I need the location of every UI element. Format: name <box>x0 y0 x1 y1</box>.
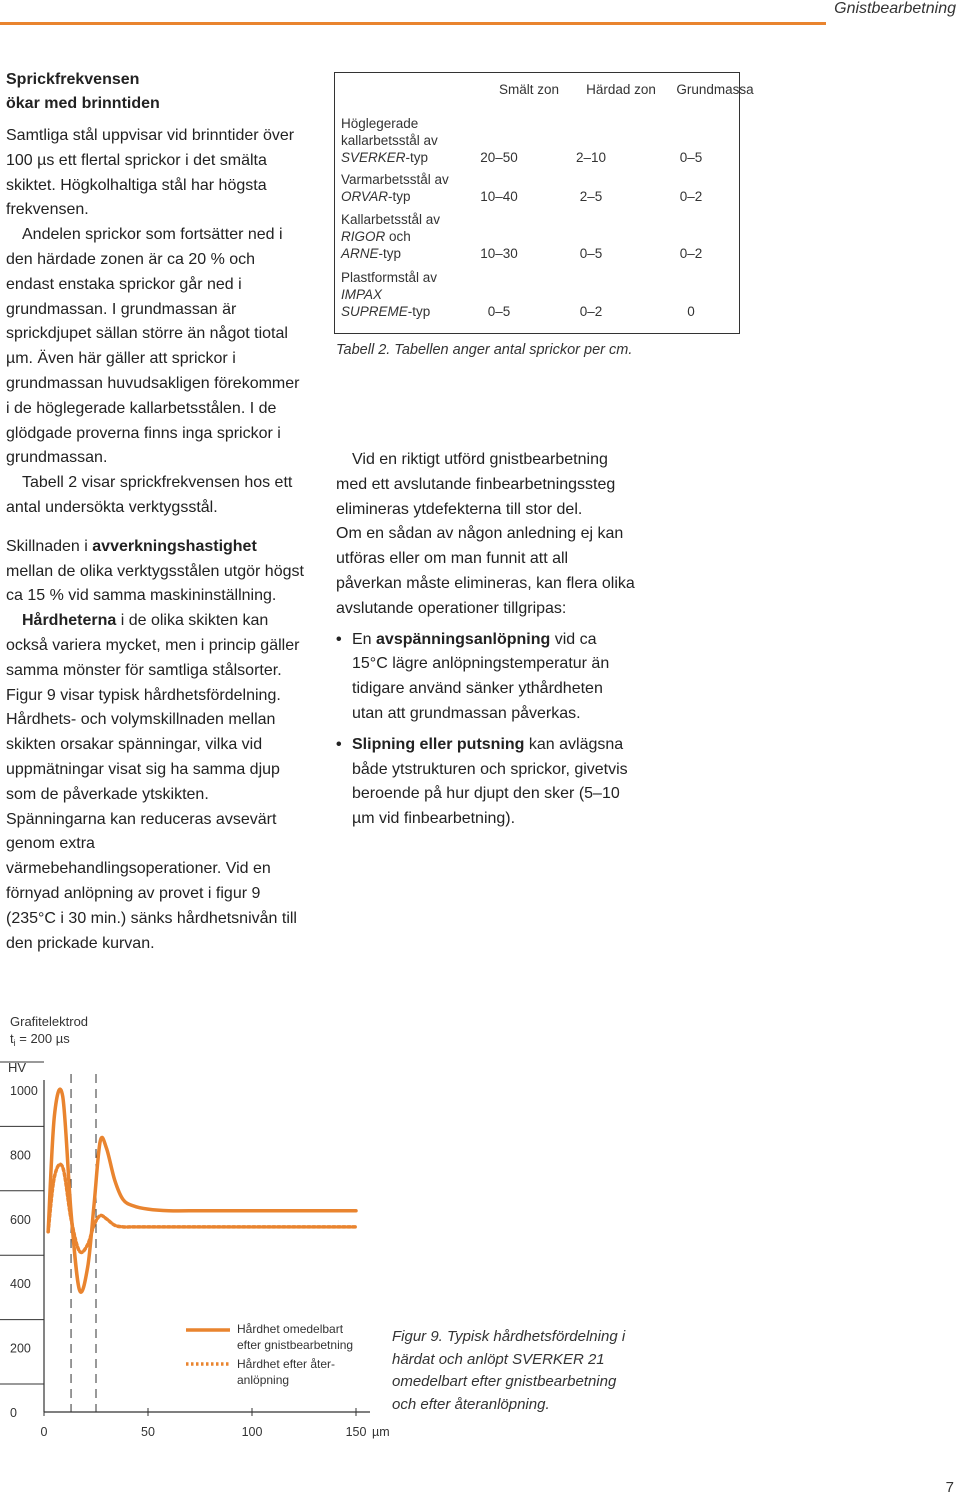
table-cell: 0–5 <box>679 150 703 165</box>
table-cell: 0–2 <box>579 304 603 319</box>
x-tick-label: 0 <box>40 1425 48 1439</box>
table-caption: Tabell 2. Tabellen anger antal sprickor per cm. <box>336 342 633 358</box>
paragraph-tabell-ref: Tabell 2 visar sprickfrekvensen hos ett antal undersökta verktygsstål. <box>6 474 293 516</box>
table-cell: 10–30 <box>480 246 518 261</box>
table-col-header: Härdad zon <box>586 82 656 97</box>
hardness-chart <box>0 1000 400 1460</box>
bullet-item-slipning: • Slipning eller putsning kan avlägsna både ytstrukturen och sprickor, givetvis beroende på hur djupt den sker (5–10 µm vid finbearbetning). <box>336 733 636 832</box>
table-row-label: Varmarbetsstål av ORVAR-typ <box>341 172 449 204</box>
legend-dotted-label2: anlöpning <box>237 1373 290 1387</box>
legend-solid-label1: Hårdhet omedelbart <box>237 1322 344 1336</box>
table-cell: 0 <box>687 304 695 319</box>
legend-dotted-label1: Hårdhet efter åter- <box>237 1357 336 1371</box>
table-cell: 10–40 <box>480 189 518 204</box>
chart-title-line2: $t_i = 200$ µs <box>10 1031 70 1048</box>
paragraph-avverkning: Skillnaden i avverkningshastighet mellan de olika verktygsstålen utgör högst ca 15 % vid samma maskininställning. <box>6 537 304 605</box>
figure-caption: Figur 9. Typisk hårdhetsfördelning i härdat och anlöpt SVERKER 21 omedelbart efter gnistbearbetning och efter återanlöpning. <box>392 1328 626 1413</box>
table-cell: 0–5 <box>487 304 511 319</box>
table-cell: 2–10 <box>575 150 607 165</box>
table-cell: 20–50 <box>480 150 518 165</box>
x-ticks <box>41 1408 390 1439</box>
left-column <box>6 68 306 956</box>
table-row-label: Plastformstål av IMPAX SUPREME-typ <box>341 270 438 319</box>
table-row-label: Kallarbetsstål av RIGOR och ARNE-typ <box>341 212 441 261</box>
page-number: 7 <box>945 1479 954 1496</box>
crack-frequency-table <box>334 72 754 334</box>
paragraph-om-en-sadan: Om en sådan av någon anledning ej kan utföras eller om man funnit att all påverkan måste elimineras, kan flera olika avslutande operationer tillgripas: <box>336 525 635 617</box>
y-tick-label: 200 <box>10 1341 31 1356</box>
x-axis-unit-label: µm <box>372 1425 390 1439</box>
table-cell: 2–5 <box>579 189 603 204</box>
chart-title-line1: Grafitelektrod <box>10 1014 89 1029</box>
table-cell: 0–2 <box>679 246 703 261</box>
section-heading-line2: ökar med brinntiden <box>6 95 160 112</box>
x-tick-label: 100 <box>241 1425 263 1439</box>
paragraph-riktigt-utford: Vid en riktigt utförd gnistbearbetning med ett avslutande finbearbetningssteg elimineras ytdefekterna till stor del. <box>336 451 616 518</box>
table-row-label: Höglegerade kallarbetsstål av SVERKER-typ <box>341 116 438 165</box>
y-tick-label: 800 <box>10 1148 31 1163</box>
bullet-icon: • <box>336 735 342 753</box>
y-tick-label: 1000 <box>10 1084 38 1098</box>
header-title: Gnistbearbetning <box>834 0 956 17</box>
series-line-as-machined <box>48 1089 356 1292</box>
table-col-header: Grundmassa <box>676 82 754 97</box>
x-tick-label: 150 <box>345 1425 367 1439</box>
bullet-item-avspanning: • En avspänningsanlöpning vid ca 15°C lägre anlöpningstemperatur än tidigare använd sänker ythårdheten utan att grundmassan påverkas. <box>336 628 636 727</box>
chart-legend <box>186 1322 353 1387</box>
legend-solid-label2: efter gnistbearbetning <box>237 1338 354 1352</box>
paragraph-andelen: Andelen sprickor som fortsätter ned i den härdade zonen är ca 20 % och endast enstaka sprickor går ned i grundmassan. I grundmassan är sprickdjupet sällan större än något tiotal µm. Även här gäller att sprickor i grundmassan huvudsakligen förekommer i de höglegerade kallarbetsstålen. I de glödgade proverna finns inga sprickor i grundmassan. <box>6 226 300 467</box>
right-column <box>336 448 636 832</box>
bullet-icon: • <box>336 630 342 648</box>
table-cell: 0–5 <box>579 246 603 261</box>
x-tick-label: 50 <box>141 1425 155 1439</box>
section-heading-line1: Sprickfrekvensen <box>6 71 140 88</box>
y-tick-label: 400 <box>10 1277 31 1292</box>
table-col-header: Smält zon <box>498 82 560 97</box>
section-heading <box>6 68 306 116</box>
y-axis-label: HV <box>8 1060 27 1075</box>
y-ticks <box>0 1062 44 1420</box>
y-tick-label: 0 <box>10 1406 17 1420</box>
y-tick-label: 600 <box>10 1212 31 1227</box>
paragraph-hardheterna: Hårdheterna i de olika skikten kan också variera mycket, men i princip gäller samma mönster för samtliga stålsorter. Figur 9 visar typisk hårdhetsfördelning. Hårdhets- och volymskillnaden mellan skikten orsakar spänningar, vilka vid uppmätningar visat sig ha samma djup som de påverkade ytskikten. Spänningarna kan reduceras avsevärt genom extra värmebehandlingsoperationer. Vid en förnyad anlöpning av provet i figur 9 (235°C i 30 min.) sänks hårdhetsnivån till den prickade kurvan. <box>6 612 300 952</box>
paragraph-brinntider: Samtliga stål uppvisar vid brinntider över 100 µs ett flertal sprickor i det smälta skiktet. Högkolhaltiga stål har högsta frekvensen. <box>6 127 295 219</box>
header-rule <box>0 22 826 25</box>
chart-series <box>48 1089 356 1292</box>
table-cell: 0–2 <box>679 189 703 204</box>
